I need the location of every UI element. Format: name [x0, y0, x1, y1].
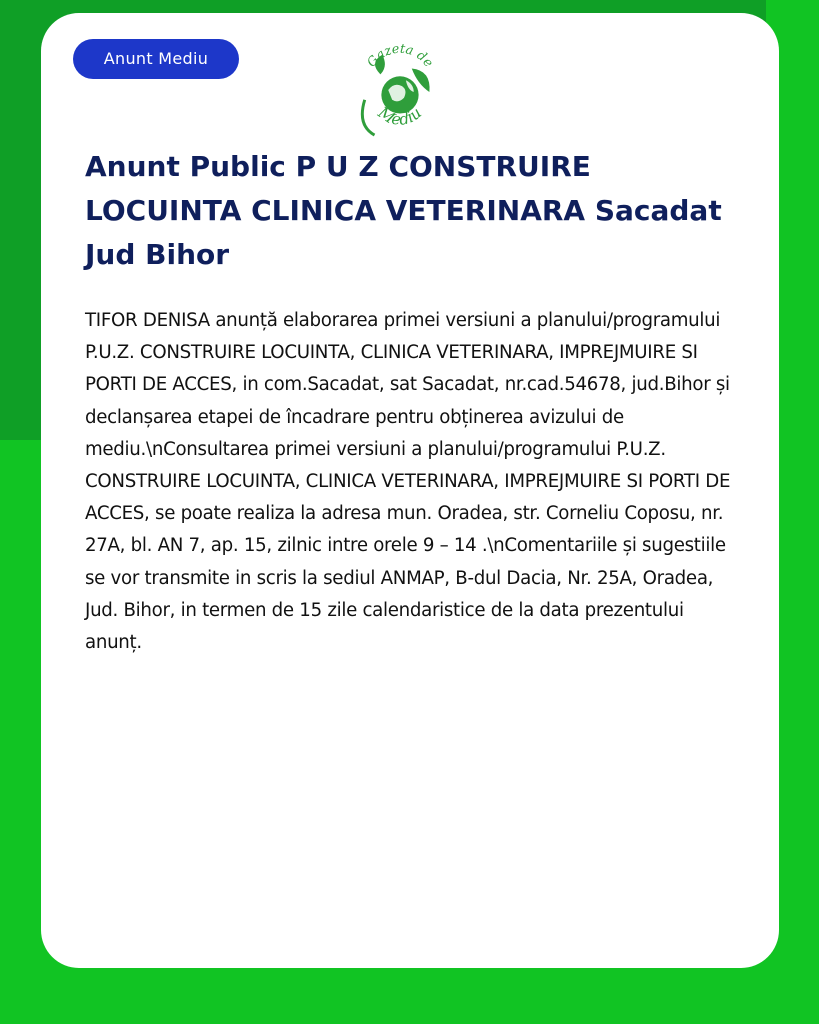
article-title: Anunt Public P U Z CONSTRUIRE LOCUINTA CLINICA VETERINARA Sacadat Jud Bihor — [85, 150, 722, 271]
gazeta-de-mediu-logo — [351, 41, 449, 139]
announcement-card — [41, 13, 779, 968]
logo-text-top: Gazeta de — [364, 41, 436, 71]
article-body: TIFOR DENISA anunță elaborarea primei versiuni a planului/programului P.U.Z. CONSTRUIRE LOCUINTA, CLINICA VETERINARA, IMPREJMUIRE SI PORTI DE ACCES, in com.Sacadat, sat Sacadat, nr.cad.54678, jud.Bihor și declanșarea etapei de încadrare pentru obținerea avizului de mediu.\nConsultarea primei versiuni a planului/programului P.U.Z. CONSTRUIRE LOCUINTA, CLINICA VETERINARA, IMPREJMUIRE SI PORTI DE ACCES, se poate realiza la adresa mun. Oradea, str. Corneliu Coposu, nr. 27A, bl. AN 7, ap. 15, zilnic intre orele 9 – 14 .\nComentariile și sugestiile se vor transmite in scris la sediul ANMAP, B-dul Dacia, Nr. 25A, Oradea, Jud. Bihor, in termen de 15 zile calendaristice de la data prezentului anunț. — [85, 310, 731, 654]
category-badge[interactable]: Anunt Mediu — [73, 39, 239, 79]
logo-text-bottom: Mediu — [374, 102, 426, 129]
